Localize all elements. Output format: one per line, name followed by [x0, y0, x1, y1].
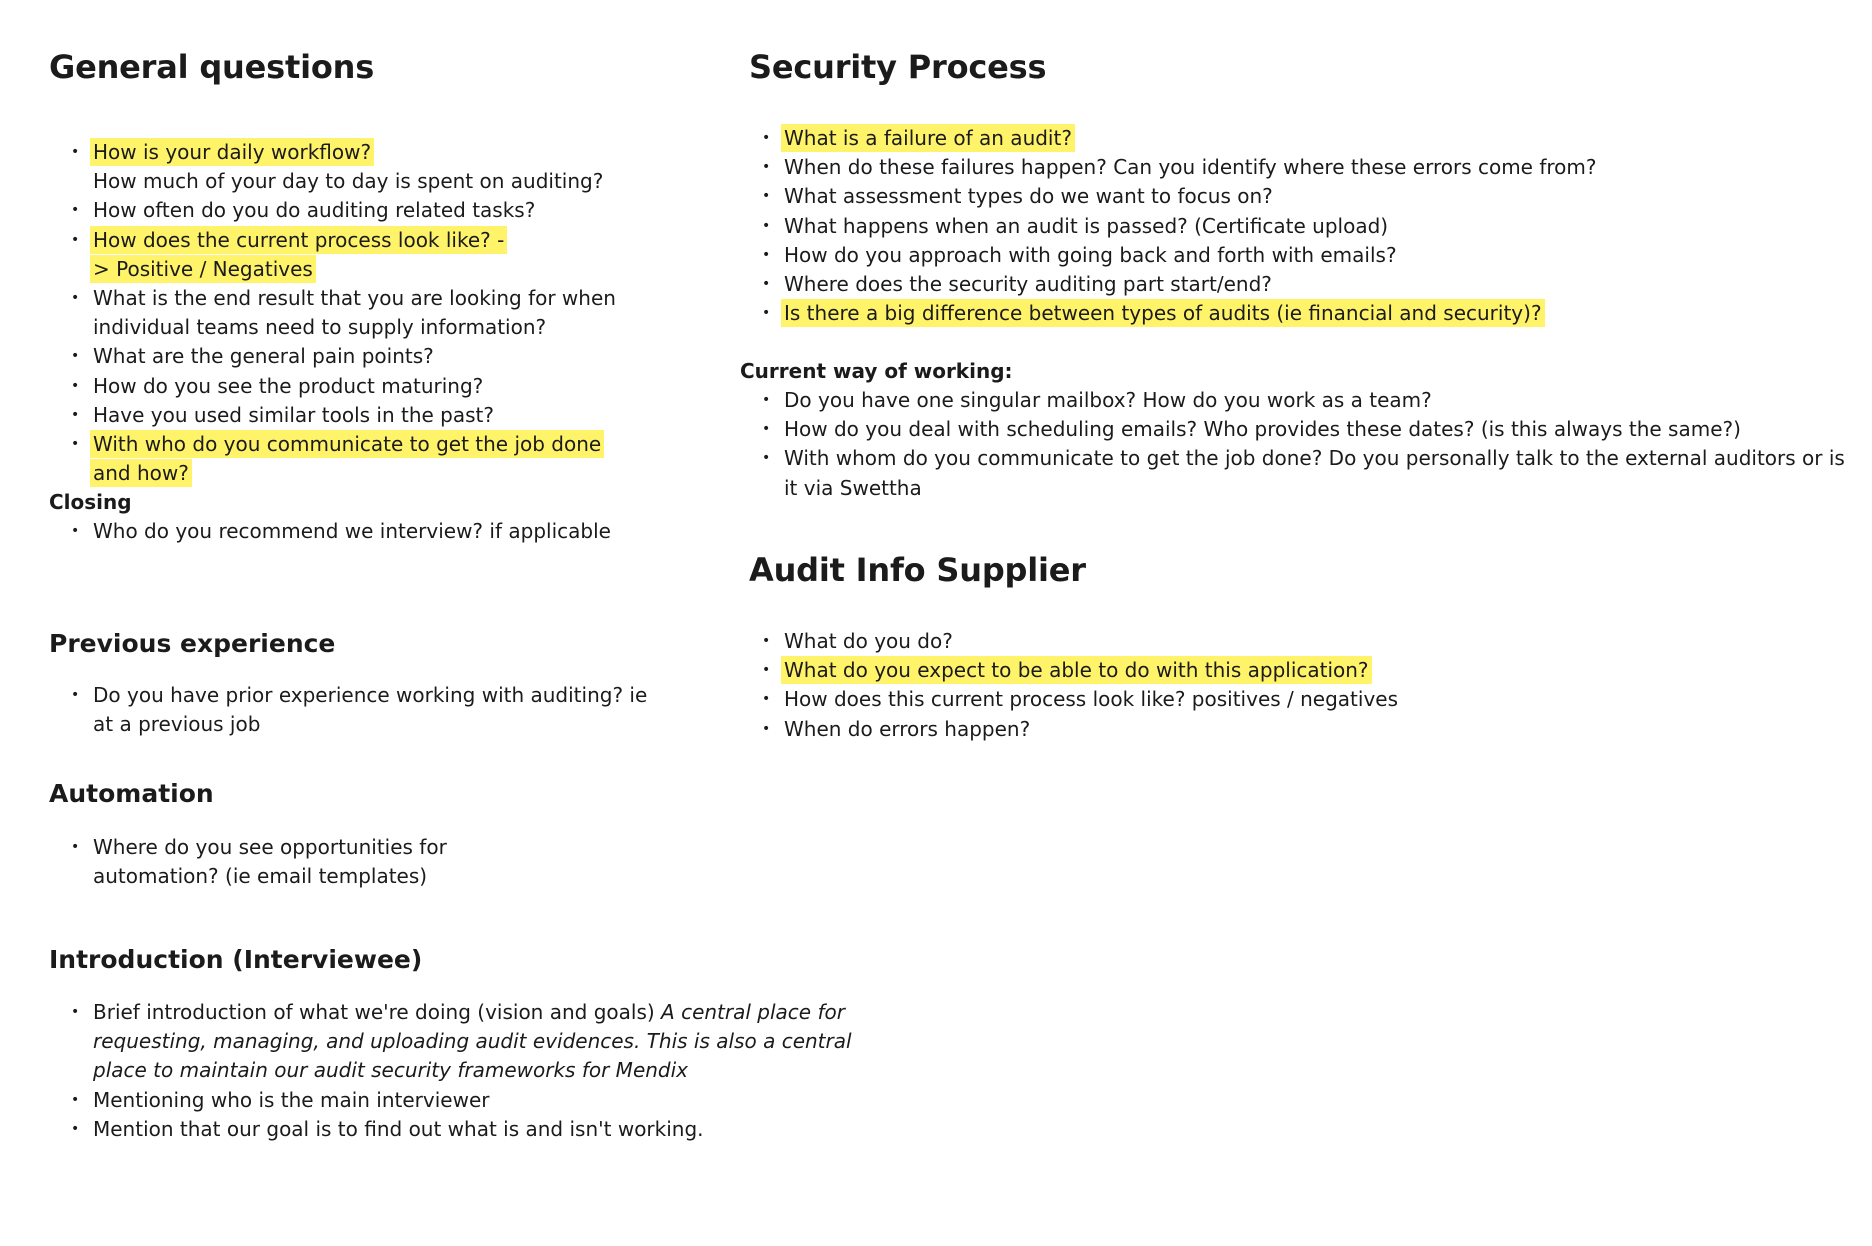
list-item: • How does this current process look like? positives / negatives	[740, 685, 1850, 714]
security-process-section	[749, 47, 1649, 87]
automation-section	[49, 778, 689, 810]
automation-list	[49, 833, 669, 891]
previous-experience-heading: Previous experience	[49, 629, 336, 658]
list-item: • Who do you recommend we interview? if applicable	[49, 517, 689, 546]
current-way-list	[740, 386, 1850, 503]
list-item: • How do you see the product maturing?	[49, 372, 669, 401]
list-item: • What do you do?	[740, 627, 1850, 656]
list-item: • What is the end result that you are looking for when individual teams need to supply information?	[49, 284, 623, 342]
list-item: • With whom do you communicate to get the job done? Do you personally talk to the external auditors or is it via Swettha	[740, 444, 1864, 502]
list-item	[740, 656, 1850, 685]
security-process-list	[740, 124, 1850, 328]
introduction-list-wrap	[49, 998, 879, 1144]
previous-experience-list-wrap	[49, 681, 669, 739]
list-item: • How do you deal with scheduling emails? Who provides these dates? (is this always the same?)	[740, 415, 1850, 444]
list-item: • Where do you see opportunities for automation? (ie email templates)	[49, 833, 573, 891]
list-item: • Mention that our goal is to find out what is and isn't working.	[49, 1115, 879, 1144]
list-item: • What are the general pain points?	[49, 342, 669, 371]
general-questions-list-wrap	[49, 138, 669, 488]
closing-section	[49, 488, 689, 546]
previous-experience-list	[49, 681, 669, 739]
list-item: • How do you approach with going back and forth with emails?	[740, 241, 1850, 270]
highlighted-text: Is there a big difference between types of audits (ie financial and security)?	[781, 299, 1545, 327]
list-item: • Do you have prior experience working with auditing? ie at a previous job	[49, 681, 653, 739]
highlighted-text: What is a failure of an audit?	[781, 124, 1075, 152]
list-item	[49, 430, 623, 488]
list-item	[49, 226, 513, 284]
list-item: • How often do you do auditing related tasks?	[49, 196, 669, 225]
closing-list	[49, 517, 689, 546]
highlighted-text: How does the current process look like? -> Positive / Negatives	[90, 226, 507, 283]
intro-text: Brief introduction of what we're doing (vision and goals)	[93, 1000, 655, 1024]
introduction-heading: Introduction (Interviewee)	[49, 945, 423, 974]
closing-heading: Closing	[49, 490, 132, 514]
highlighted-text: How is your daily workflow?	[90, 138, 374, 166]
list-item: • When do errors happen?	[740, 715, 1850, 744]
list-item	[49, 998, 883, 1086]
highlighted-text: With who do you communicate to get the job done and how?	[90, 430, 604, 487]
list-item	[49, 138, 669, 167]
list-item	[740, 299, 1850, 328]
general-questions-section	[49, 47, 689, 87]
audit-info-supplier-list	[740, 627, 1850, 744]
general-questions-heading: General questions	[49, 48, 375, 86]
introduction-section	[49, 944, 849, 976]
list-item: • When do these failures happen? Can you identify where these errors come from?	[740, 153, 1850, 182]
audit-info-supplier-heading: Audit Info Supplier	[749, 551, 1086, 589]
security-process-heading: Security Process	[749, 48, 1047, 86]
automation-list-wrap	[49, 833, 669, 891]
list-item: • Where does the security auditing part start/end?	[740, 270, 1850, 299]
audit-info-supplier-section	[749, 550, 1649, 590]
highlighted-text: What do you expect to be able to do with this application?	[781, 656, 1372, 684]
current-way-section	[740, 357, 1850, 503]
list-item: • Have you used similar tools in the past?	[49, 401, 669, 430]
list-item: • What assessment types do we want to focus on?	[740, 182, 1850, 211]
automation-heading: Automation	[49, 779, 214, 808]
list-item: How much of your day to day is spent on auditing?	[93, 169, 604, 194]
security-process-list-wrap	[740, 124, 1850, 328]
list-item	[740, 124, 1850, 153]
vision-italic-text: A central place for requesting, managing, and uploading audit evidences. This is also a central place to maintain our audit security frameworks for Mendix	[93, 1000, 852, 1083]
introduction-list	[49, 998, 879, 1144]
list-item: • Mentioning who is the main interviewer	[49, 1086, 879, 1115]
current-way-heading: Current way of working:	[740, 359, 1013, 383]
list-item: • What happens when an audit is passed? (Certificate upload)	[740, 212, 1850, 241]
audit-info-supplier-list-wrap	[740, 627, 1850, 744]
list-item: • Do you have one singular mailbox? How do you work as a team?	[740, 386, 1850, 415]
general-questions-list	[49, 138, 669, 488]
previous-experience-section	[49, 628, 689, 660]
